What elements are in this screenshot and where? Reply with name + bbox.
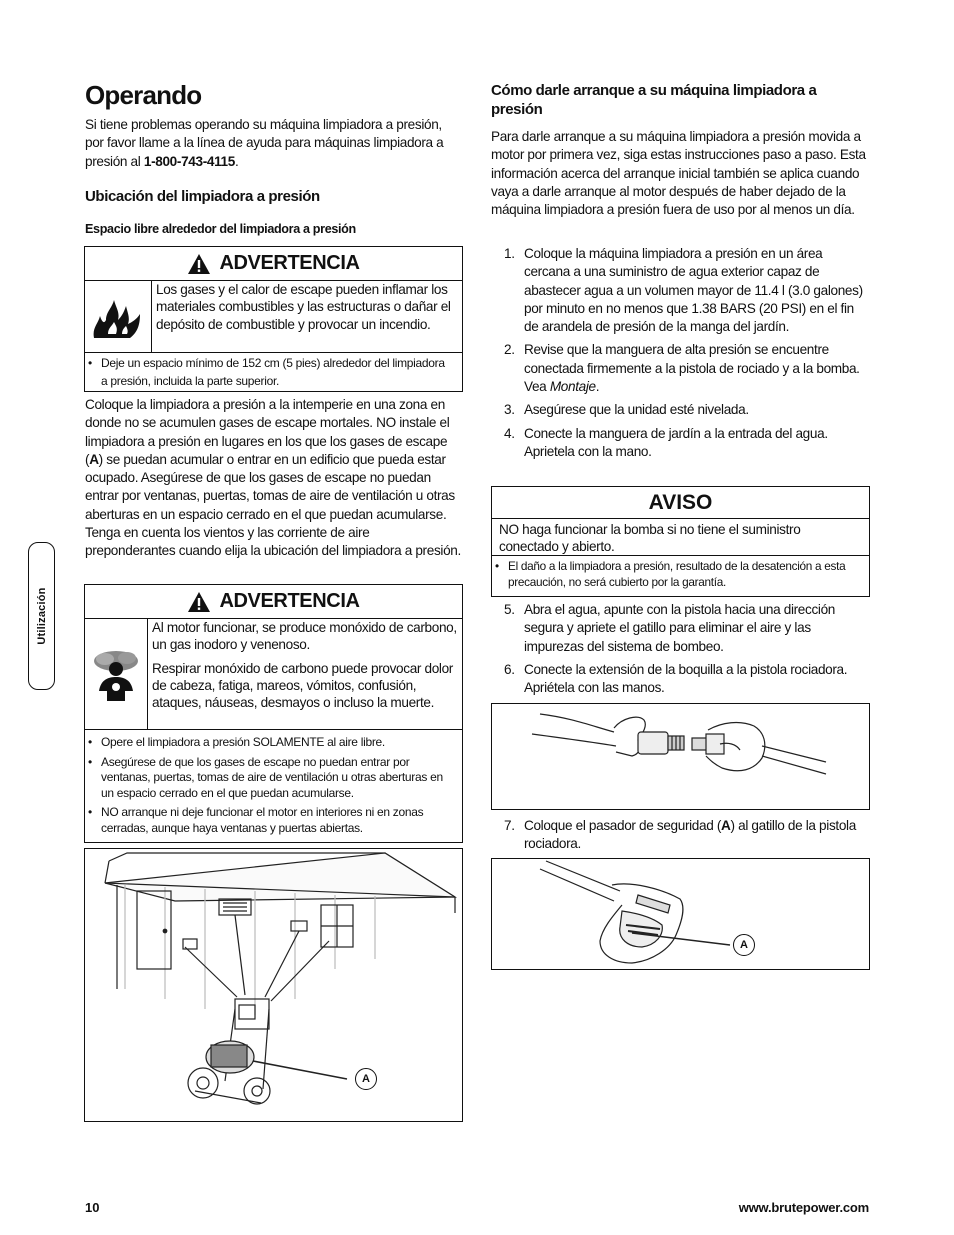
warning-co-text-2: Respirar monóxido de carbono puede provocar dolor de cabeza, fatiga, mareos, vómitos, confusión, ataques, náuseas, desmayos o incluso la muerte. <box>152 660 453 711</box>
page-number: 10 <box>85 1200 100 1215</box>
fire-icon <box>85 281 152 352</box>
warning-fire-text: Los gases y el calor de escape pueden inflamar los materiales combustibles y las estructuras o dañar el depósito de combustible y provocar un incendio. <box>156 282 451 332</box>
step-item <box>491 341 871 396</box>
warning-header <box>85 585 462 619</box>
intro-text: Si tiene problemas operando su máquina limpiadora a presión, por favor llame a la línea de ayuda para máquinas limpiadora a presión al <box>85 117 444 169</box>
spray-gun-illustration <box>492 859 868 968</box>
notice-title: AVISO <box>648 490 713 514</box>
steps-list-a <box>491 245 871 466</box>
step-reference: Montaje <box>549 379 596 395</box>
step-number: 4. <box>504 425 515 441</box>
notice-box <box>491 486 870 597</box>
step-number: 6. <box>504 661 515 677</box>
step-number: 7. <box>504 818 515 833</box>
steps-list-b <box>491 601 871 702</box>
step-number: 5. <box>504 602 515 617</box>
step-item-7 <box>491 817 871 854</box>
step-text <box>524 341 871 396</box>
step-item <box>491 661 871 698</box>
warning-triangle-icon <box>187 253 211 275</box>
notice-bullets <box>492 556 869 590</box>
bullet-item: • Deje un espacio mínimo de 152 cm (5 pies) alrededor del limpiadora a presión, incluida la parte superior. <box>85 355 454 390</box>
subheading-clearance: Espacio libre alrededor del limpiadora a presión <box>85 222 356 236</box>
figure-safety-pin <box>491 858 870 970</box>
placement-callout-ref: A <box>89 451 99 467</box>
step-text-before: Revise que la manguera de alta presión se encuentre conectada firmemente a la pistola de rociado y a la bomba. Vea <box>524 342 860 395</box>
bullet-item: • El daño a la limpiadora a presión, resultado de la desatención a esta precaución, no será cubierto por la garantía. <box>492 559 861 590</box>
bullet-item: • NO arranque ni deje funcionar el motor en interiores ni en zonas cerradas, aunque haya ventanas y puertas abiertas. <box>85 805 456 836</box>
bullet-item: • Asegúrese de que los gases de escape no puedan entrar por ventanas, puertas, tomas de aire de ventilación u otras aberturas en un espacio cerrado en el que puedan acumularse. <box>85 755 456 802</box>
bullet-item: • Opere el limpiadora a presión SOLAMENTE al aire libre. <box>85 735 456 751</box>
step-item <box>491 245 871 336</box>
section-side-tab <box>28 542 55 690</box>
figure-exhaust-clearance <box>84 848 463 1122</box>
section-heading-start: Cómo darle arranque a su máquina limpiadora a presión <box>491 82 817 118</box>
step-text: Conecte la manguera de jardín a la entrada del agua. Aprietela con la mano. <box>524 425 828 459</box>
figure-nozzle-extension <box>491 703 870 810</box>
hands-nozzle-illustration <box>492 704 868 808</box>
warning-title: ADVERTENCIA <box>219 252 360 274</box>
callout-a: A <box>355 1068 377 1090</box>
placement-text-before: Coloque la limpiadora a presión a la intemperie en una zona en donde no se acumulen gases de escape mortales. NO instale el limpiadora a presión en lugares en los que los gases de escape ( <box>85 397 450 467</box>
step-number: 2. <box>504 342 515 358</box>
warning-header <box>85 247 462 281</box>
warning-co-text-1: Al motor funcionar, se produce monóxido de carbono, un gas inodoro y venenoso. <box>152 620 457 653</box>
callout-a: A <box>733 934 755 956</box>
step-text: Conecte la extensión de la boquilla a la pistola rociadora. Apriétela con las manos. <box>524 661 848 696</box>
intro-paragraph <box>85 116 463 171</box>
helpline-phone: 1-800-743-4115 <box>143 153 235 169</box>
side-tab-label: Utilización <box>35 587 48 645</box>
warning-box-co <box>84 584 463 843</box>
step-text: Asegúrese que la unidad esté nivelada. <box>524 402 749 418</box>
step-text: Coloque la máquina limpiadora a presión en un área cercana a una suministro de agua exterior capaz de abastecer agua a un volumen mayor de 11.4 l (3.0 galones) por minuto en no menos que 1.38 BARS (20 PSI) en el fin de arandela de presión de la manga del jardín. <box>524 246 863 335</box>
step-number: 1. <box>504 246 515 261</box>
section-heading-location: Ubicación del limpiadora a presión <box>85 188 320 205</box>
warning-co-bullets <box>85 730 462 836</box>
warning-triangle-icon <box>187 591 211 613</box>
start-intro-paragraph: Para darle arranque a su máquina limpiadora a presión movida a motor por primera vez, siga estas instrucciones paso a paso. Esta información acerca del arranque inicial también se aplica cuando vaya a darle arranque al motor después de haber dejado de la máquina limpiadora a presión fuera de uso por al menos un día. <box>491 129 866 218</box>
step-text-before: Coloque el pasador de seguridad ( <box>524 818 722 833</box>
placement-text-after: ) se puedan acumular o entrar en un edificio que pueda estar ocupado. Asegúrese de que los gases de escape no puedan entrar por ventanas, puertas, tomas de aire de ventilación u otras aberturas en un espacio cerrado en el que puedan acumularse. Tenga en cuenta los vientos y las corriente de aire preponderantes cuando elija la ubicación del limpiadora a presión. <box>85 451 461 559</box>
toxic-gas-icon <box>85 619 148 729</box>
step-item <box>491 425 871 462</box>
step-text-after: . <box>595 379 600 395</box>
step-number: 3. <box>504 402 515 418</box>
step-text-after: ) al gatillo de la pistola rociadora. <box>524 818 856 852</box>
notice-text: NO haga funcionar la bomba si no tiene el suministro conectado y abierto. <box>492 519 869 556</box>
step-item <box>491 601 871 656</box>
house-illustration <box>85 849 461 1120</box>
warning-box-fire <box>84 246 463 392</box>
warning-fire-bullets <box>85 353 462 390</box>
step-text <box>524 817 871 854</box>
step-text: Abra el agua, apunte con la pistola hacia una dirección segura y apriete el gatillo para eliminar el aire y las impurezas del sistema de bombeo. <box>524 602 836 654</box>
intro-end: . <box>234 153 239 169</box>
warning-title: ADVERTENCIA <box>219 590 360 612</box>
step-callout-ref: A <box>721 818 731 833</box>
page-title: Operando <box>85 80 202 110</box>
website-link[interactable]: www.brutepower.com <box>738 1200 869 1215</box>
notice-header <box>492 487 869 519</box>
placement-paragraph <box>85 396 463 561</box>
step-item <box>491 401 871 419</box>
